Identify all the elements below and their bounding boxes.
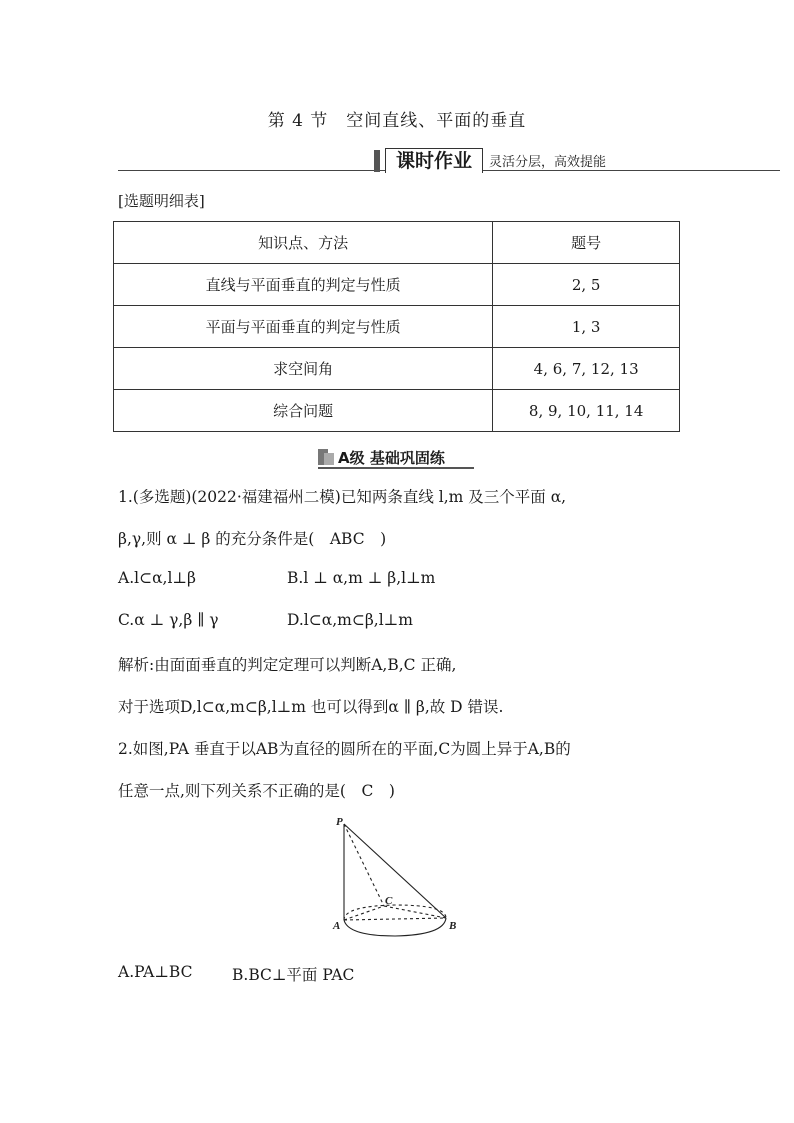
- q1-option-c: C.α ⊥ γ,β ∥ γ: [118, 611, 219, 629]
- segment-pc: [344, 824, 384, 906]
- label-b: B: [449, 920, 457, 932]
- table-row: [114, 306, 680, 348]
- page-title: 第 4 节 空间直线、平面的垂直: [267, 111, 527, 131]
- q1-option-a: A.l⊂α,l⊥β: [118, 569, 196, 587]
- q1-analysis-line2: 对于选项D,l⊂α,m⊂β,l⊥m 也可以得到α ∥ β,故 D 错误.: [118, 698, 504, 716]
- banner-subtitle: 灵活分层，高效提能: [489, 155, 607, 170]
- table-header-cell: 题号: [493, 222, 680, 264]
- segment-pb: [344, 824, 446, 918]
- table-header-row: [114, 222, 680, 264]
- banner-marker: [374, 150, 380, 172]
- q1-option-b: B.l ⊥ α,m ⊥ β,l⊥m: [287, 569, 436, 587]
- table-cell: 1, 3: [493, 306, 680, 348]
- label-c: C: [385, 895, 393, 907]
- table-cell: 8, 9, 10, 11, 14: [493, 390, 680, 432]
- level-marker-shadow-icon: [324, 453, 334, 465]
- table-cell: 4, 6, 7, 12, 13: [493, 348, 680, 390]
- cone-figure: [328, 812, 468, 942]
- base-circle-front-arc: [344, 918, 446, 936]
- table-cell: 2, 5: [493, 264, 680, 306]
- table-header-cell: 知识点、方法: [114, 222, 493, 264]
- section-header: [选题明细表]: [118, 192, 205, 210]
- label-p: P: [336, 816, 343, 828]
- table-row: [114, 390, 680, 432]
- segment-ab: [344, 918, 446, 920]
- q2-option-a: A.PA⊥BC: [118, 963, 193, 981]
- q1-stem-line1: 1.(多选题)(2022·福建福州二模)已知两条直线 l,m 及三个平面 α,: [118, 488, 567, 506]
- table-row: [114, 348, 680, 390]
- segment-bc: [384, 906, 446, 918]
- label-a: A: [333, 920, 341, 932]
- table-cell: 直线与平面垂直的判定与性质: [114, 264, 493, 306]
- q1-analysis-line1: 解析:由面面垂直的判定定理可以判断A,B,C 正确,: [118, 656, 457, 674]
- table-cell: 平面与平面垂直的判定与性质: [114, 306, 493, 348]
- q1-stem-line2: β,γ,则 α ⊥ β 的充分条件是( ABC ): [118, 530, 387, 548]
- q2-stem-line1: 2.如图,PA 垂直于以AB为直径的圆所在的平面,C为圆上异于A,B的: [118, 740, 571, 758]
- level-underline: [318, 467, 474, 469]
- table-cell: 综合问题: [114, 390, 493, 432]
- topic-table: [113, 221, 680, 432]
- q1-option-d: D.l⊂α,m⊂β,l⊥m: [287, 611, 413, 629]
- table-cell: 求空间角: [114, 348, 493, 390]
- q2-option-b: B.BC⊥平面 PAC: [232, 966, 355, 984]
- table-row: [114, 264, 680, 306]
- level-header-text: A级 基础巩固练: [338, 449, 445, 467]
- q2-stem-line2: 任意一点,则下列关系不正确的是( C ): [118, 782, 395, 800]
- banner-label: 课时作业: [385, 148, 483, 173]
